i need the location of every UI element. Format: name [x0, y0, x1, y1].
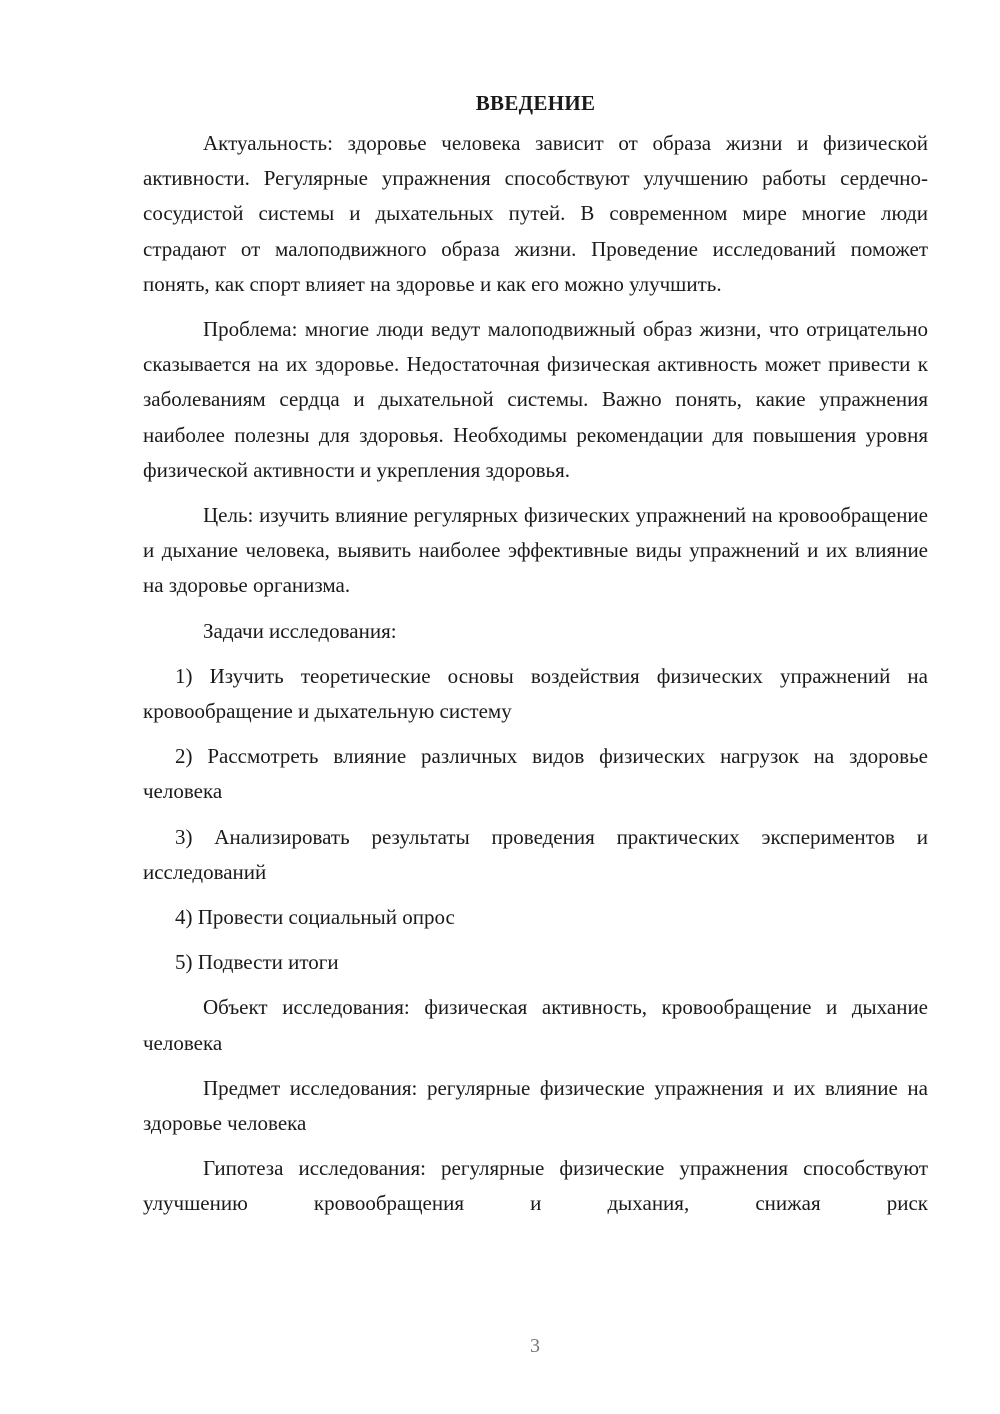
paragraph-object: Объект исследования: физическая активность, кровообращение и дыхание человека	[143, 995, 928, 1055]
paragraph-goal: Цель: изучить влияние регулярных физических упражнений на кровообращение и дыхание человека, выявить наиболее эффективные виды упражнений и их влияние на здоровье организма.	[143, 503, 928, 598]
tasks-title: Задачи исследования:	[203, 618, 397, 643]
task-item-2: 2) Рассмотреть влияние различных видов физических нагрузок на здоровье человека	[143, 744, 928, 804]
document-page	[143, 90, 928, 1232]
task-item-5: 5) Подвести итоги	[175, 950, 339, 975]
section-heading: ВВЕДЕНИЕ	[475, 91, 596, 115]
task-item-4: 4) Провести социальный опрос	[175, 905, 455, 930]
paragraph-problem: Проблема: многие люди ведут малоподвижный образ жизни, что отрицательно сказывается на их здоровье. Недостаточная физическая активность может привести к заболеваниям сердца и дыхательной системы. Важно понять, какие упражнения наиболее полезны для здоровья. Необходимы рекомендации для повышения уровня физической активности и укрепления здоровья.	[143, 317, 928, 482]
task-item-3: 3) Анализировать результаты проведения практических экспериментов и исследований	[143, 824, 928, 884]
paragraph-hypothesis: Гипотеза исследования: регулярные физические упражнения способствуют улучшению кровообращения и дыхания, снижая риск	[143, 1156, 928, 1216]
paragraph-relevance: Актуальность: здоровье человека зависит от образа жизни и физической активности. Регулярные упражнения способствуют улучшению работы сердечно-сосудистой системы и дыхательных путей. В современном мире многие люди страдают от малоподвижного образа жизни. Проведение исследований поможет понять, как спорт влияет на здоровье и как его можно улучшить.	[143, 131, 928, 296]
paragraph-subject: Предмет исследования: регулярные физические упражнения и их влияние на здоровье человека	[143, 1075, 928, 1136]
page-number: 3	[530, 1335, 540, 1357]
task-item-1: 1) Изучить теоретические основы воздействия физических упражнений на кровообращение и дыхательную систему	[143, 663, 928, 724]
